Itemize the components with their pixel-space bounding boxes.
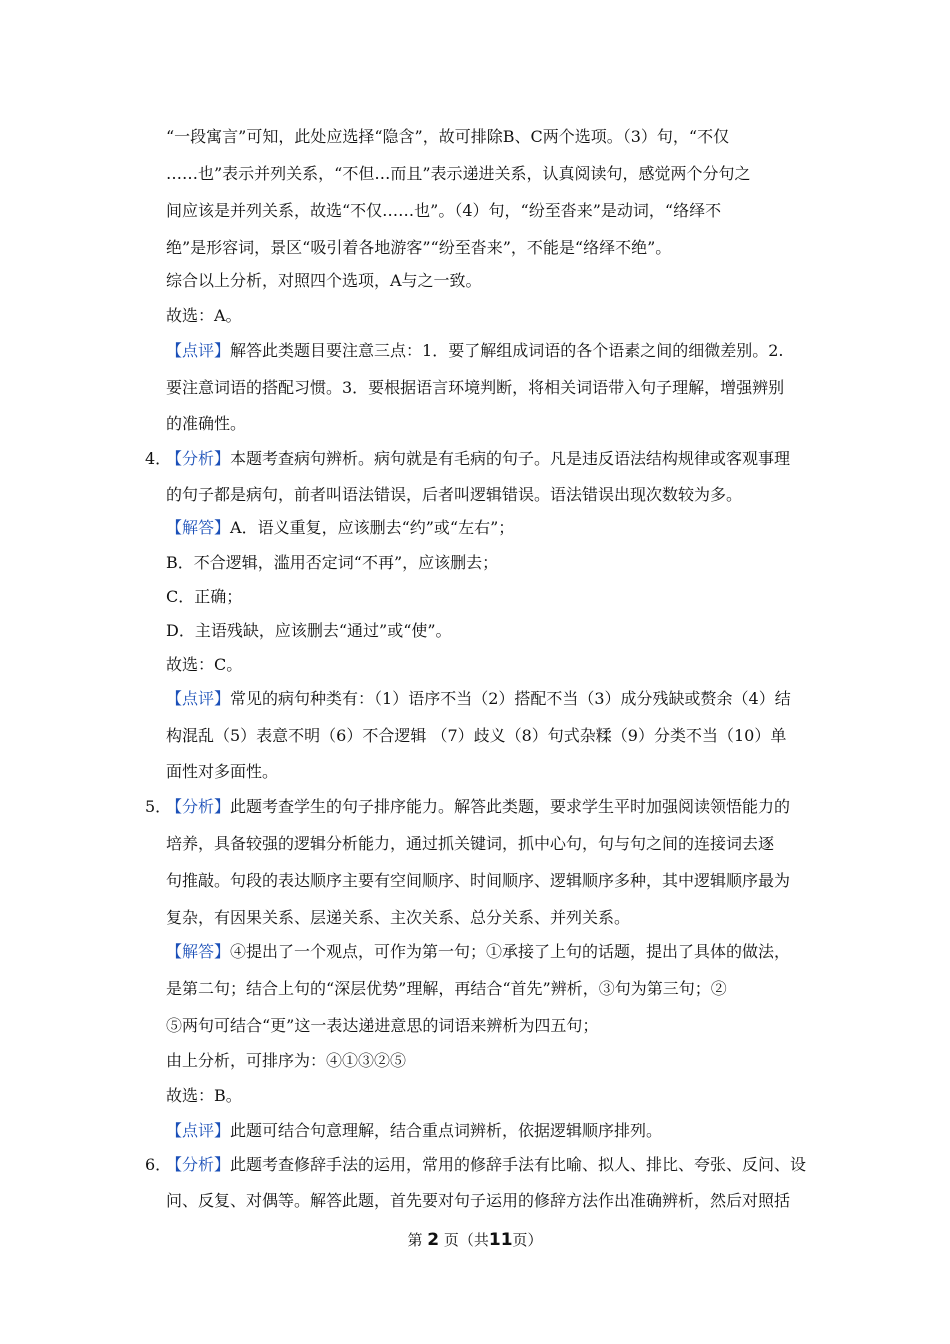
text-line: 问、反复、对偶等。解答此题，首先要对句子运用的修辞方法作出准确辨析，然后对照括 xyxy=(166,1191,791,1210)
text-line: 构混乱（5）表意不明（6）不合逻辑 （7）歧义（8）句式杂糅（9）分类不当（10）单 xyxy=(166,726,787,745)
text-line: ⑤两句可结合“更”这一表达递进意思的词语来辨析为四五句； xyxy=(166,1016,599,1035)
question-number: 4． xyxy=(145,449,172,468)
text-line: 培养，具备较强的逻辑分析能力，通过抓关键词，抓中心句，句与句之间的连接词去逐 xyxy=(166,834,775,853)
dianping-tag: 【点评】 xyxy=(166,689,231,708)
text-line: 间应该是并列关系，故选“不仅……也”。（4）句，“纷至沓来”是动词，“络绎不 xyxy=(166,201,722,220)
text-line: C．正确； xyxy=(166,587,243,606)
text-line: 【解答】A．语义重复，应该删去“约”或“左右”； xyxy=(166,518,515,537)
text-line: 综合以上分析，对照四个选项，A与之一致。 xyxy=(166,271,482,290)
current-page-number: 2 xyxy=(427,1230,440,1250)
text-line: 是第二句；结合上句的“深层优势”理解，再结合“首先”辨析，③句为第三句；② xyxy=(166,979,727,998)
fenxi-tag: 【分析】 xyxy=(166,797,231,816)
dianping-tag: 【点评】 xyxy=(166,341,231,360)
text-line: 句推敲。句段的表达顺序主要有空间顺序、时间顺序、逻辑顺序多种，其中逻辑顺序最为 xyxy=(166,871,791,890)
text-line: D．主语残缺，应该删去“通过”或“使”。 xyxy=(166,621,452,640)
text-line: 故选：B。 xyxy=(166,1086,242,1105)
text-line: 绝”是形容词，景区“吸引着各地游客”“纷至沓来”，不能是“络绎不绝”。 xyxy=(166,238,672,257)
jieda-tag: 【解答】 xyxy=(166,518,231,537)
question-number: 6． xyxy=(145,1155,172,1174)
text-line: 由上分析，可排序为：④①③②⑤ xyxy=(166,1051,407,1070)
fenxi-tag: 【分析】 xyxy=(166,449,231,468)
text-line: 要注意词语的搭配习惯。3．要根据语言环境判断，将相关词语带入句子理解，增强辨别 xyxy=(166,378,785,397)
text-line: 故选：A。 xyxy=(166,306,242,325)
text-line: ……也”表示并列关系，“不但…而且”表示递进关系，认真阅读句，感觉两个分句之 xyxy=(166,164,751,183)
text-line: 复杂，有因果关系、层递关系、主次关系、总分关系、并列关系。 xyxy=(166,908,631,927)
page-footer: 第 2 页（共11页） xyxy=(407,1230,543,1250)
text-line: 故选：C。 xyxy=(166,655,243,674)
text-line: 的准确性。 xyxy=(166,414,247,433)
text-line: 【分析】此题考查修辞手法的运用，常用的修辞手法有比喻、拟人、排比、夸张、反问、设 xyxy=(166,1155,807,1174)
text-line: 【点评】此题可结合句意理解，结合重点词辨析，依据逻辑顺序排列。 xyxy=(166,1121,663,1140)
text-line: 【点评】常见的病句种类有：（1）语序不当（2）搭配不当（3）成分残缺或赘余（4）结 xyxy=(166,689,791,708)
dianping-tag: 【点评】 xyxy=(166,1121,231,1140)
jieda-tag: 【解答】 xyxy=(166,942,231,961)
text-line: 【分析】此题考查学生的句子排序能力。解答此类题，要求学生平时加强阅读领悟能力的 xyxy=(166,797,791,816)
text-line: 的句子都是病句，前者叫语法错误，后者叫逻辑错误。语法错误出现次数较为多。 xyxy=(166,485,743,504)
text-line: B．不合逻辑，滥用否定词“不再”，应该删去； xyxy=(166,553,499,572)
text-line: 【解答】④提出了一个观点，可作为第一句；①承接了上句的话题，提出了具体的做法， xyxy=(166,942,791,961)
text-line: 【点评】解答此类题目要注意三点：1．要了解组成词语的各个语素之间的细微差别。2. xyxy=(166,341,784,360)
text-line: “一段寓言”可知，此处应选择“隐含”，故可排除B、C两个选项。（3）句，“不仅 xyxy=(166,127,730,146)
text-line: 【分析】本题考查病句辨析。病句就是有毛病的句子。凡是违反语法结构规律或客观事理 xyxy=(166,449,791,468)
question-number: 5． xyxy=(145,797,172,816)
fenxi-tag: 【分析】 xyxy=(166,1155,231,1174)
total-page-count: 11 xyxy=(488,1230,513,1250)
text-line: 面性对多面性。 xyxy=(166,762,279,781)
